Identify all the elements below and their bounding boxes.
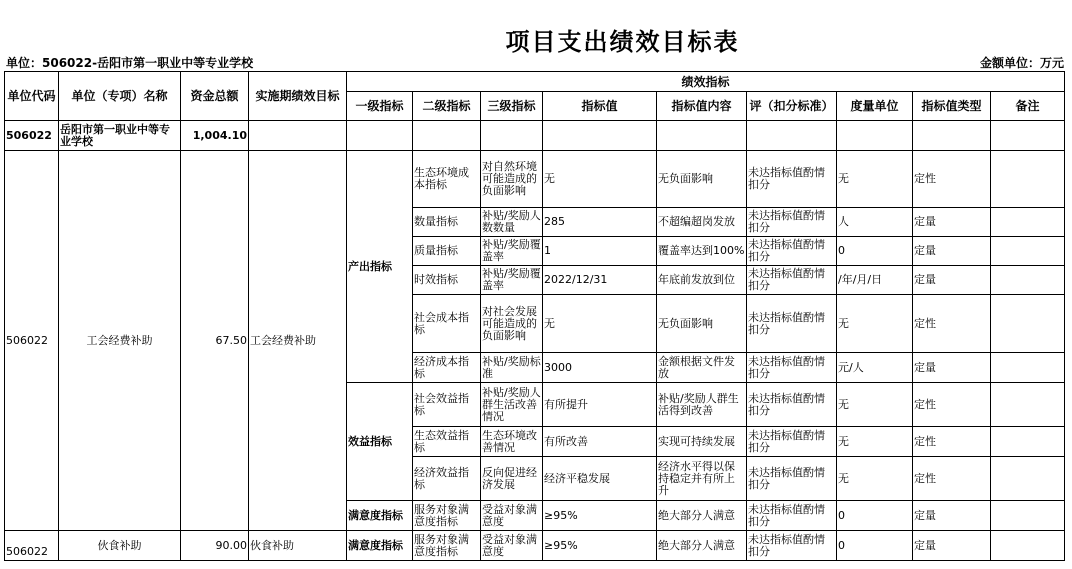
- cell-score: 未达指标值酌情扣分: [747, 383, 837, 427]
- cell-content: 无负面影响: [657, 151, 747, 208]
- cell-unit: 0: [837, 237, 913, 266]
- cell-unit: 0: [837, 501, 913, 531]
- cell-type: 定量: [913, 266, 991, 295]
- project2-amount: 90.00: [181, 531, 249, 561]
- cell-type: 定量: [913, 208, 991, 237]
- cell-score: 未达指标值酌情扣分: [747, 208, 837, 237]
- cell-unit: 无: [837, 457, 913, 501]
- table-row: [5, 151, 1065, 208]
- cell-value: ≥95%: [543, 531, 657, 561]
- project1-l1-benefit: 效益指标: [347, 383, 413, 501]
- cell-type: 定量: [913, 531, 991, 561]
- cell-score: 未达指标值酌情扣分: [747, 531, 837, 561]
- cell-content: 不超编超岗发放: [657, 208, 747, 237]
- project2-name: 伙食补助: [59, 531, 181, 561]
- cell-content: 补贴/奖励人群生活得到改善: [657, 383, 747, 427]
- cell-l3: 补贴/奖励人群生活改善情况: [481, 383, 543, 427]
- cell-value: 无: [543, 151, 657, 208]
- project1-code: 506022: [5, 151, 59, 531]
- cell-l2: 社会效益指标: [413, 383, 481, 427]
- cell-score: 未达指标值酌情扣分: [747, 457, 837, 501]
- summary-code: 506022: [5, 121, 59, 151]
- cell-l2: 数量指标: [413, 208, 481, 237]
- cell-unit: 无: [837, 295, 913, 353]
- cell-note: [991, 501, 1065, 531]
- cell-score: 未达指标值酌情扣分: [747, 295, 837, 353]
- header-note: 备注: [991, 92, 1065, 121]
- cell-content: 绝大部分人满意: [657, 501, 747, 531]
- cell-score: 未达指标值酌情扣分: [747, 427, 837, 457]
- cell-l3: 补贴/奖励标准: [481, 353, 543, 383]
- cell-l3: 受益对象满意度: [481, 501, 543, 531]
- amount-unit: 金额单位：万元: [979, 56, 1064, 70]
- unit-label: 单位：506022-岳阳市第一职业中等专业学校: [6, 56, 254, 70]
- cell-l2: 社会成本指标: [413, 295, 481, 353]
- cell-content: 覆盖率达到100%: [657, 237, 747, 266]
- project1-name: 工会经费补助: [59, 151, 181, 531]
- project2-code: 506022: [5, 531, 59, 561]
- header-perf: 绩效指标: [347, 72, 1065, 92]
- header-vtype: 指标值类型: [913, 92, 991, 121]
- cell-value: 无: [543, 295, 657, 353]
- cell-l3: 反向促进经济发展: [481, 457, 543, 501]
- cell-type: 定性: [913, 295, 991, 353]
- cell-score: 未达指标值酌情扣分: [747, 501, 837, 531]
- cell-score: 未达指标值酌情扣分: [747, 237, 837, 266]
- cell-l2: 经济效益指标: [413, 457, 481, 501]
- project1-l1-satisfaction: 满意度指标: [347, 501, 413, 531]
- cell-value: 经济平稳发展: [543, 457, 657, 501]
- cell-type: 定量: [913, 353, 991, 383]
- header-measure: 度量单位: [837, 92, 913, 121]
- cell-content: 经济水平得以保持稳定并有所上升: [657, 457, 747, 501]
- header-l3: 三级指标: [481, 92, 543, 121]
- header-target: 实施期绩效目标: [249, 72, 347, 121]
- cell-l3: 受益对象满意度: [481, 531, 543, 561]
- cell-l2: 服务对象满意度指标: [413, 531, 481, 561]
- project1-amount: 67.50: [181, 151, 249, 531]
- header-value: 指标值: [543, 92, 657, 121]
- cell-l2: 服务对象满意度指标: [413, 501, 481, 531]
- project2-target: 伙食补助: [249, 531, 347, 561]
- header-l2: 二级指标: [413, 92, 481, 121]
- cell-note: [991, 151, 1065, 208]
- cell-unit: 0: [837, 531, 913, 561]
- cell-l3: 对自然环境可能造成的负面影响: [481, 151, 543, 208]
- performance-table: [4, 71, 1065, 561]
- cell-note: [991, 427, 1065, 457]
- cell-score: 未达指标值酌情扣分: [747, 266, 837, 295]
- cell-content: 无负面影响: [657, 295, 747, 353]
- header-code: 单位代码: [5, 72, 59, 121]
- cell-value: 285: [543, 208, 657, 237]
- cell-l2: 生态效益指标: [413, 427, 481, 457]
- cell-l3: 对社会发展可能造成的负面影响: [481, 295, 543, 353]
- header-name: 单位（专项）名称: [59, 72, 181, 121]
- cell-l2: 时效指标: [413, 266, 481, 295]
- header-content: 指标值内容: [657, 92, 747, 121]
- summary-name: 岳阳市第一职业中等专业学校: [59, 121, 181, 151]
- cell-score: 未达指标值酌情扣分: [747, 353, 837, 383]
- header-total: 资金总额: [181, 72, 249, 121]
- cell-unit: 无: [837, 151, 913, 208]
- cell-value: 有所改善: [543, 427, 657, 457]
- cell-value: 2022/12/31: [543, 266, 657, 295]
- cell-type: 定性: [913, 457, 991, 501]
- cell-note: [991, 383, 1065, 427]
- cell-type: 定性: [913, 383, 991, 427]
- cell-value: 3000: [543, 353, 657, 383]
- cell-l2: 质量指标: [413, 237, 481, 266]
- project1-target: 工会经费补助: [249, 151, 347, 531]
- cell-value: 有所提升: [543, 383, 657, 427]
- cell-l3: 补贴/奖励人数数量: [481, 208, 543, 237]
- project2-l1: 满意度指标: [347, 531, 413, 561]
- cell-value: ≥95%: [543, 501, 657, 531]
- project1-l1-output: 产出指标: [347, 151, 413, 383]
- header-l1: 一级指标: [347, 92, 413, 121]
- cell-unit: 元/人: [837, 353, 913, 383]
- cell-score: 未达指标值酌情扣分: [747, 151, 837, 208]
- cell-note: [991, 208, 1065, 237]
- cell-l3: 生态环境改善情况: [481, 427, 543, 457]
- cell-note: [991, 457, 1065, 501]
- cell-note: [991, 237, 1065, 266]
- cell-unit: /年/月/日: [837, 266, 913, 295]
- cell-type: 定量: [913, 501, 991, 531]
- cell-l3: 补贴/奖励覆盖率: [481, 266, 543, 295]
- cell-type: 定性: [913, 427, 991, 457]
- cell-unit: 无: [837, 427, 913, 457]
- cell-type: 定量: [913, 237, 991, 266]
- summary-total: 1,004.10: [181, 121, 249, 151]
- cell-l2: 经济成本指标: [413, 353, 481, 383]
- cell-note: [991, 266, 1065, 295]
- cell-note: [991, 531, 1065, 561]
- cell-note: [991, 295, 1065, 353]
- cell-note: [991, 353, 1065, 383]
- cell-l2: 生态环境成本指标: [413, 151, 481, 208]
- cell-unit: 无: [837, 383, 913, 427]
- cell-l3: 补贴/奖励覆盖率: [481, 237, 543, 266]
- cell-type: 定性: [913, 151, 991, 208]
- summary-row: [5, 121, 1065, 151]
- page-title: 项目支出绩效目标表: [505, 27, 740, 56]
- cell-value: 1: [543, 237, 657, 266]
- table-row: [5, 531, 1065, 561]
- cell-content: 实现可持续发展: [657, 427, 747, 457]
- cell-unit: 人: [837, 208, 913, 237]
- cell-content: 金额根据文件发放: [657, 353, 747, 383]
- header-score: 评（扣分标准）: [747, 92, 837, 121]
- cell-content: 年底前发放到位: [657, 266, 747, 295]
- cell-content: 绝大部分人满意: [657, 531, 747, 561]
